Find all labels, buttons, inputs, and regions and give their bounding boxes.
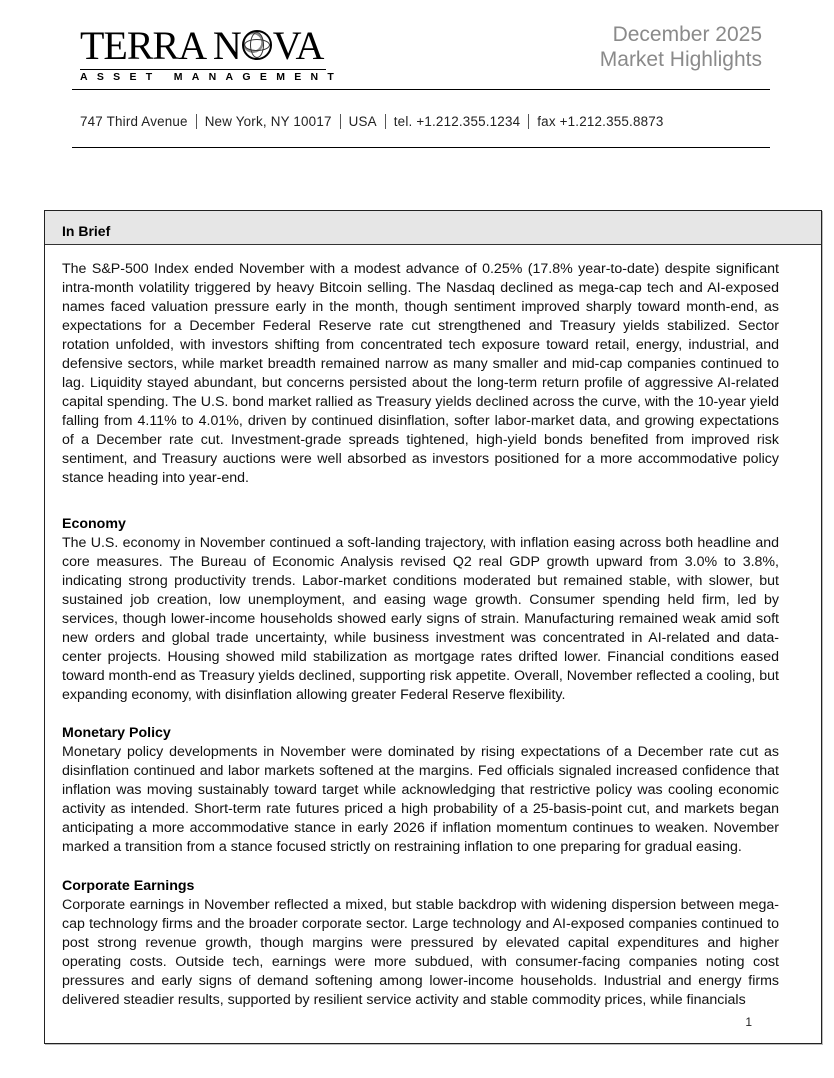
content-box	[44, 210, 822, 1044]
company-logo	[80, 23, 344, 86]
logo-wordmark-right: VA	[272, 23, 324, 68]
separator	[528, 114, 529, 129]
in-brief-paragraph: The S&P-500 Index ended November with a modest advance of 0.25% (17.8% year-to-date) despite significant intra-month volatility triggered by heavy Bitcoin selling. The Nasdaq declined as mega-cap tech and AI-exposed names faced valuation pressure early in the month, though sentiment improved sharply toward month-end, as expectations for a December Federal Reserve rate cut strengthened and Treasury yields stabilized. Sector rotation unfolded, with investors shifting from concentrated tech exposure toward retail, energy, industrial, and defensive sectors, while market breadth remained narrow as many smaller and mid-cap companies continued to lag. Liquidity stayed abundant, but concerns persisted about the long-term return profile of aggressive AI-related capital spending. The U.S. bond market rallied as Treasury yields declined across the curve, with the 10-year yield falling from 4.11% to 4.01%, driven by continued disinflation, softer labor-market data, and growing expectations of a December rate cut. Investment-grade spreads tightened, high-yield bonds benefited from improved risk sentiment, and Treasury auctions were well absorbed as investors positioned for a more accommodative policy stance heading into year-end.	[62, 261, 779, 486]
monetary-policy-heading: Monetary Policy	[62, 725, 171, 741]
globe-icon	[242, 30, 272, 60]
logo-wordmark-left: TERRA N	[80, 23, 241, 68]
separator	[340, 114, 341, 129]
in-brief-header	[45, 211, 821, 245]
separator	[385, 114, 386, 129]
address-city: New York, NY 10017	[204, 114, 332, 129]
address-line	[80, 114, 664, 129]
logo-divider	[80, 69, 326, 70]
economy-heading: Economy	[62, 516, 126, 532]
address-street: 747 Third Avenue	[80, 114, 188, 129]
separator	[196, 114, 197, 129]
page-number: 1	[745, 1015, 752, 1029]
title-name: Market Highlights	[599, 48, 762, 71]
title-date: December 2025	[612, 23, 762, 46]
corporate-earnings-heading: Corporate Earnings	[62, 878, 195, 894]
address-country: USA	[348, 114, 377, 129]
economy-paragraph: The U.S. economy in November continued a soft-landing trajectory, with inflation easing across both headline and core measures. The Bureau of Economic Analysis revised Q2 real GDP growth upward from 3.0% to 3.8%, indicating strong productivity trends. Labor-market conditions moderated but remained stable, with slower, but sustained job creation, low unemployment, and easing wage growth. Consumer spending held firm, led by services, though lower-income households showed early signs of strain. Manufacturing remained weak amid soft new orders and global trade uncertainty, while business investment was concentrated in AI-related and data-center projects. Housing showed mild stabilization as mortgage rates drifted lower. Financial conditions eased toward month-end as Treasury yields declined, supporting risk appetite. Overall, November reflected a cooling, but expanding economy, with disinflation allowing greater Federal Reserve flexibility.	[62, 535, 779, 703]
logo-tagline: ASSET MANAGEMENT	[80, 71, 344, 83]
monetary-policy-paragraph: Monetary policy developments in November were dominated by rising expectations of a December rate cut as disinflation continued and labor markets softened at the margins. Fed officials signaled increased confidence that inflation was moving sustainably toward target while acknowledging that restrictive policy was cooling economic activity as intended. Short-term rate futures priced a high probability of a 25-basis-point cut, and markets began anticipating a more accommodative stance in early 2026 if inflation momentum continues to weaken. November marked a transition from a stance focused strictly on restraining inflation to one preparing for gradual easing.	[62, 744, 779, 855]
address-tel: tel. +1.212.355.1234	[393, 114, 521, 129]
logo-wordmark	[80, 23, 324, 68]
corporate-earnings-paragraph: Corporate earnings in November reflected a mixed, but stable backdrop with widening dispersion between mega-cap technology firms and the broader corporate sector. Large technology and AI-exposed companies continued to post strong revenue growth, though margins were pressured by elevated capital expenditures and higher operating costs. Outside tech, earnings were more subdued, with consumer-facing companies noting cost pressures and early signs of demand softening among lower-income households. Industrial and energy firms delivered steadier results, supported by resilient service activity and stable commodity prices, while financials	[62, 897, 779, 1008]
in-brief-heading: In Brief	[62, 223, 111, 239]
header-divider-top	[72, 89, 770, 90]
address-fax: fax +1.212.355.8873	[537, 114, 664, 129]
header-divider-bottom	[72, 147, 770, 148]
document-title	[600, 22, 762, 72]
